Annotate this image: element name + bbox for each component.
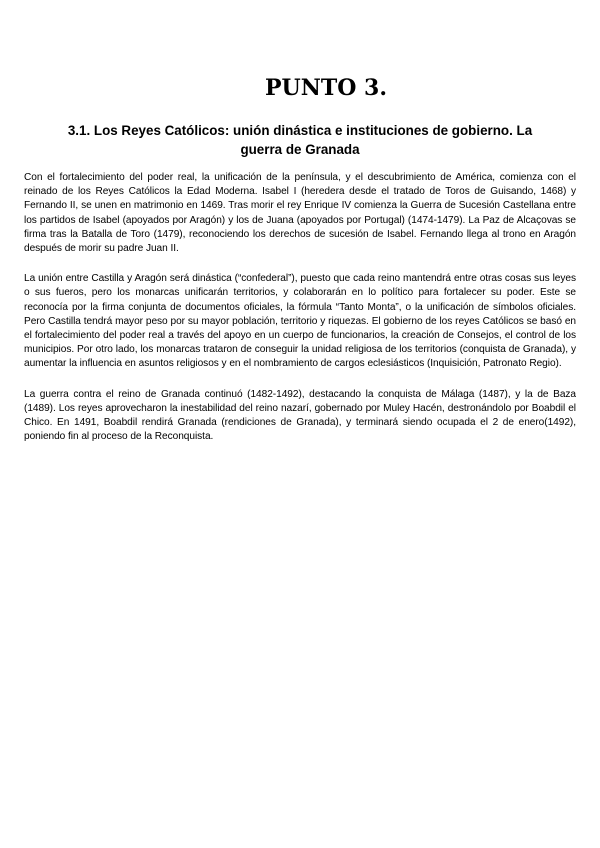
page-title: PUNTO 3. — [265, 75, 387, 101]
section-title: 3.1. Los Reyes Católicos: unión dinástica e instituciones de gobierno. La guerra de Granada — [67, 123, 533, 157]
paragraph-1: Con el fortalecimiento del poder real, la unificación de la península, y el descubrimiento de América, comienza con el reinado de los Reyes Católicos la Edad Moderna. Isabel I (heredera desde el tratado de Toros de Guisando, 1468) y Fernando II, se unen en matrimonio en 1469. Tras morir el rey Enrique IV comienza la Guerra de Sucesión Castellana entre los partidos de Isabel (apoyados por Aragón) y los de Juana (apoyados por Portugal) (1474-1479). La Paz de Alcaçovas se firma tras la Batalla de Toro (1479), reconociendo los derechos de sucesión de Isabel. Fernando llega al trono en Aragón después de morir su padre Juan II. — [24, 172, 576, 255]
paragraph-2: La unión entre Castilla y Aragón será dinástica (“confederal”), puesto que cada reino mantendrá entre otras cosas sus leyes o sus fueros, pero los monarcas unificarán territorios, y colaborarán en lo político para fortalecer su poder. Este se reconocía por la firma conjunta de documentos oficiales, la fórmula “Tanto Monta”, o la unificación de símbolos oficiales. Pero Castilla tendrá mayor peso por su mayor población, territorio y riquezas. El gobierno de los reyes Católicos se basó en el fortalecimiento del poder real a través del apoyo en un cuerpo de funcionarios, la creación de Consejos, el control de los municipios. Por otro lado, los monarcas trataron de conseguir la unidad religiosa de los territorios (conquista de Granada), y aumentar la influencia en asuntos religiosos y en el nombramiento de cargos eclesiásticos (Inquisición, Patronato Regio). — [24, 273, 576, 370]
paragraph-3: La guerra contra el reino de Granada continuó (1482-1492), destacando la conquista de Málaga (1487), y la de Baza (1489). Los reyes aprovecharon la inestabilidad del reino nazarí, gobernado por Muley Hacén, destronándolo por Boabdil el Chico. En 1491, Boabdil rendirá Granada (rendiciones de Granada), y terminará siendo ocupada el 2 de enero(1492), poniendo fin al proceso de la Reconquista. — [24, 388, 576, 443]
document-body — [24, 171, 576, 460]
